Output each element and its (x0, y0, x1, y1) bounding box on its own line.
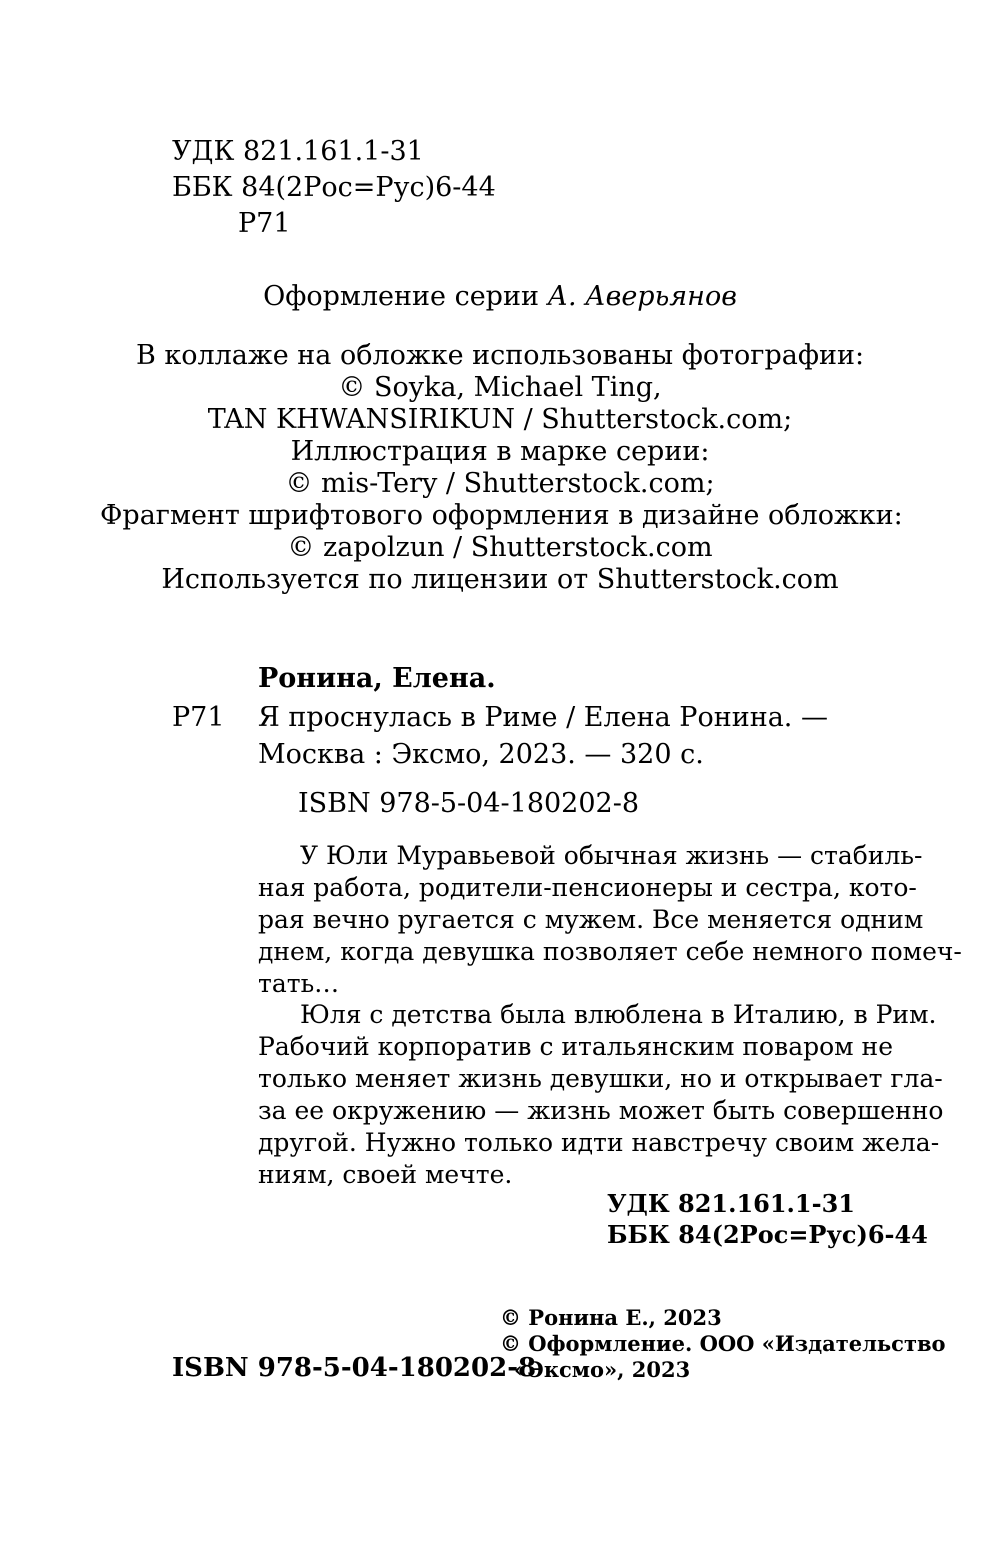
copyright-isbn: ISBN 978-5-04-180202-8 (172, 1353, 537, 1383)
annotation-line: только меняет жизнь девушки, но и открывает гла- (258, 1064, 943, 1093)
footer-udk-code: УДК 821.161.1-31 (607, 1189, 855, 1218)
design-copyright-continued: «Эксмо», 2023 (514, 1357, 691, 1382)
bbk-code: ББК 84(2Рос=Рус)6-44 (172, 172, 496, 203)
annotation-line: за ее окружению — жизнь может быть совершенно (258, 1096, 944, 1125)
udk-code: УДК 821.161.1-31 (172, 136, 424, 167)
author-sign: Р71 (238, 208, 291, 239)
series-designer-name: А. Аверьянов (547, 281, 737, 312)
series-design-label: Оформление серии (263, 281, 539, 312)
publication-line: Москва : Эксмо, 2023. — 320 с. (258, 739, 704, 770)
annotation-line: Рабочий корпоратив с итальянским поваром не (258, 1032, 893, 1061)
footer-bbk-code: ББК 84(2Рос=Рус)6-44 (607, 1220, 928, 1249)
bibliographic-sign: Р71 (172, 702, 225, 733)
annotation-line: Юля с детства была влюблена в Италию, в Рим. (300, 1000, 937, 1029)
author-copyright: © Ронина Е., 2023 (500, 1305, 722, 1330)
cover-credit-line: Используется по лицензии от Shutterstock.com (161, 564, 839, 595)
series-design-credit (100, 281, 900, 313)
annotation-line: рая вечно ругается с мужем. Все меняется одним (258, 905, 924, 934)
cover-credit-line: Иллюстрация в марке серии: (290, 436, 710, 467)
annotation-line: ная работа, родители-пенсионеры и сестра, кото- (258, 873, 917, 902)
isbn-line: ISBN 978-5-04-180202-8 (298, 788, 640, 819)
cover-credit-line: Фрагмент шрифтового оформления в дизайне обложки: (100, 500, 903, 531)
author-heading: Ронина, Елена. (258, 663, 496, 694)
annotation-line: другой. Нужно только идти навстречу своим жела- (258, 1128, 940, 1157)
cover-credit-line: В коллаже на обложке использованы фотографии: (135, 340, 865, 371)
cover-credit-line: © mis-Tery / Shutterstock.com; (285, 468, 715, 499)
annotation-line: днем, когда девушка позволяет себе немного помеч- (258, 937, 962, 966)
cover-credit-line: © Soyka, Michael Ting, (338, 372, 662, 403)
cover-credit-line: TAN KHWANSIRIKUN / Shutterstock.com; (207, 404, 793, 435)
annotation-line: У Юли Муравьевой обычная жизнь — стабиль- (300, 841, 923, 870)
book-title-line: Я проснулась в Риме / Елена Ронина. — (258, 702, 828, 733)
cover-credit-line: © zapolzun / Shutterstock.com (287, 532, 713, 563)
annotation-line: тать… (258, 969, 340, 998)
design-copyright: © Оформление. ООО «Издательство (500, 1331, 946, 1356)
annotation-line: ниям, своей мечте. (258, 1160, 513, 1189)
